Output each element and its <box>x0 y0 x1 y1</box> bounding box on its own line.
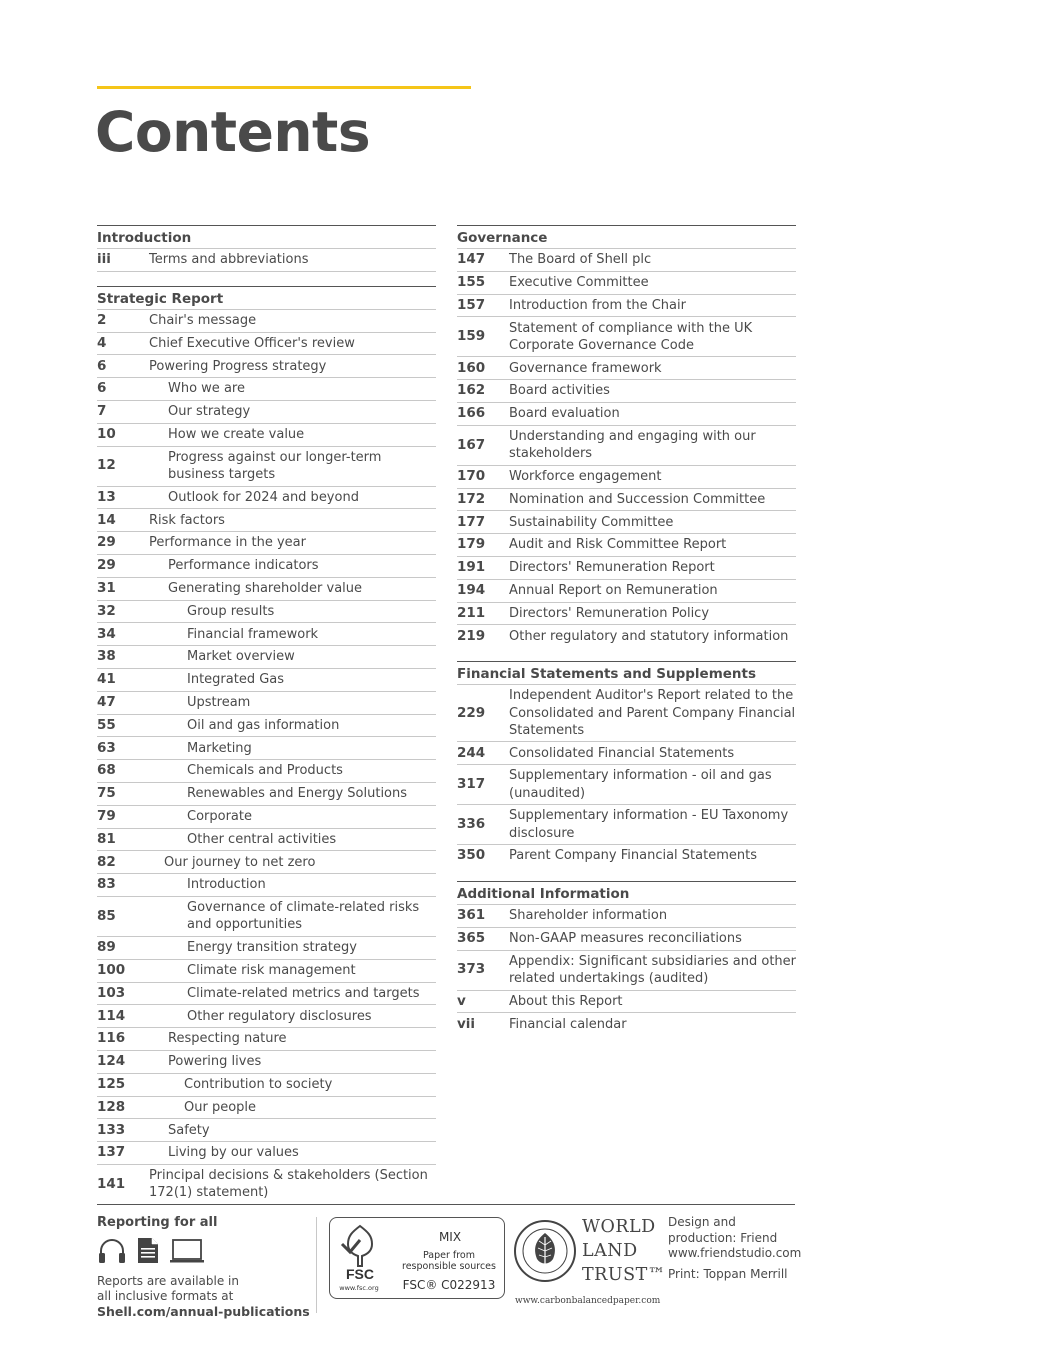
page-number: 85 <box>97 907 116 924</box>
entry-label: Other central activities <box>187 831 337 847</box>
page-number: 128 <box>97 1098 126 1115</box>
fsc-code: FSC® C022913 <box>402 1278 496 1292</box>
contents-entry[interactable] <box>457 357 796 380</box>
contents-entry[interactable] <box>97 249 436 272</box>
entry-label: Consolidated Financial Statements <box>509 745 735 761</box>
entry-label: Supplementary information - oil and gas (unaudited) <box>509 768 772 801</box>
entry-label: Workforce engagement <box>509 469 662 485</box>
contents-entry[interactable] <box>97 532 436 555</box>
entry-label: Market overview <box>187 649 295 665</box>
page-number: 29 <box>97 557 116 574</box>
entry-label: Chair's message <box>149 313 257 329</box>
page-number: 170 <box>457 468 486 485</box>
entry-label: Understanding and engaging with our stakeholders <box>509 429 756 462</box>
page-number: 81 <box>97 830 116 847</box>
entry-label: Corporate <box>187 809 252 825</box>
contents-entry[interactable] <box>97 355 436 378</box>
page-number: 89 <box>97 939 116 956</box>
contents-entry[interactable] <box>457 742 796 765</box>
contents-entry[interactable] <box>97 1051 436 1074</box>
page-number: v <box>457 992 466 1009</box>
page-number: 31 <box>97 580 116 597</box>
page-number: 157 <box>457 296 486 313</box>
reporting-for-all <box>97 1215 312 1319</box>
contents-entry[interactable] <box>97 646 436 669</box>
page-number: 167 <box>457 436 486 453</box>
laptop-icon <box>169 1238 205 1268</box>
entry-label: Our journey to net zero <box>164 854 316 870</box>
entry-label: Outlook for 2024 and beyond <box>168 489 359 505</box>
page-number: 41 <box>97 671 116 688</box>
contents-entry[interactable] <box>97 692 436 715</box>
contents-entry[interactable] <box>97 424 436 447</box>
page-number: 194 <box>457 582 486 599</box>
page-number: 13 <box>97 488 116 505</box>
page-number: 38 <box>97 648 116 665</box>
entry-label: Other regulatory and statutory information <box>509 628 789 644</box>
page-number: 177 <box>457 513 486 530</box>
page-number: 82 <box>97 853 116 870</box>
entry-label: Governance of climate-related risks and opportunities <box>187 900 420 933</box>
section-title: Introduction <box>97 226 436 249</box>
page-number: 162 <box>457 382 486 399</box>
production-credits: Design and production: Friend www.friendstudio.com Print: Toppan Merrill <box>668 1215 802 1281</box>
contents-entry[interactable] <box>97 806 436 829</box>
page-number: 63 <box>97 739 116 756</box>
contents-entry[interactable] <box>457 805 796 845</box>
carbon-balanced-seal-icon <box>513 1219 577 1287</box>
entry-label: Chief Executive Officer's review <box>149 335 355 351</box>
page-number: 114 <box>97 1007 126 1024</box>
reporting-title: Reporting for all <box>97 1215 218 1230</box>
entry-label: Safety <box>168 1122 210 1138</box>
entry-label: Principal decisions & stakeholders (Section 172(1) statement) <box>149 1168 428 1201</box>
entry-label: Climate risk management <box>187 963 356 979</box>
page-number: 34 <box>97 625 116 642</box>
page-number: 6 <box>97 357 107 374</box>
page-number: 55 <box>97 716 116 733</box>
entry-label: Appendix: Significant subsidiaries and other related undertakings (audited) <box>509 953 797 987</box>
fsc-description: Paper from responsible sources <box>402 1250 496 1272</box>
contents-entry[interactable] <box>97 669 436 692</box>
world-land-trust-logo <box>513 1215 666 1315</box>
contents-entry[interactable] <box>97 378 436 401</box>
section-title: Governance <box>457 226 796 249</box>
entry-label: Governance framework <box>509 360 662 376</box>
entry-label: Annual Report on Remuneration <box>509 583 718 599</box>
fsc-logo-text: FSC <box>346 1266 374 1282</box>
contents-entry[interactable] <box>97 983 436 1006</box>
page-number: 350 <box>457 847 486 864</box>
entry-label: Energy transition strategy <box>187 940 357 956</box>
fsc-url: www.fsc.org <box>339 1284 379 1292</box>
entry-label: Chemicals and Products <box>187 763 343 779</box>
entry-label: Financial framework <box>187 626 319 642</box>
page-number: 211 <box>457 604 486 621</box>
page-number: 365 <box>457 930 486 947</box>
entry-label: Directors' Remuneration Report <box>509 560 715 576</box>
page-number: 219 <box>457 627 486 644</box>
format-icons <box>97 1240 312 1268</box>
world-land-trust-text: WORLD LAND TRUST™ <box>582 1217 666 1285</box>
contents-entry[interactable] <box>97 829 436 852</box>
page-number: 14 <box>97 511 116 528</box>
page-number: 6 <box>97 380 107 397</box>
contents-entry[interactable] <box>457 272 796 295</box>
contents-entry[interactable] <box>457 511 796 534</box>
page-number: iii <box>97 251 111 268</box>
entry-label: Non-GAAP measures reconciliations <box>509 931 742 947</box>
page-number: 159 <box>457 328 486 345</box>
entry-label: Other regulatory disclosures <box>187 1008 372 1024</box>
page-title: Contents <box>95 100 371 164</box>
page-number: 100 <box>97 962 126 979</box>
entry-label: Board evaluation <box>509 406 620 422</box>
contents-entry[interactable] <box>97 960 436 983</box>
page-number: 29 <box>97 534 116 551</box>
entry-label: About this Report <box>509 993 623 1009</box>
contents-entry[interactable] <box>457 466 796 489</box>
contents-entry[interactable] <box>97 874 436 897</box>
page-number: 10 <box>97 426 116 443</box>
entry-label: Group results <box>187 603 275 619</box>
contents-entry[interactable] <box>457 845 796 867</box>
contents-entry[interactable] <box>97 1074 436 1097</box>
contents-section <box>457 881 796 1035</box>
contents-entry[interactable] <box>457 557 796 580</box>
entry-label: Renewables and Energy Solutions <box>187 786 408 802</box>
page-number: 68 <box>97 762 116 779</box>
contents-entry[interactable] <box>457 403 796 426</box>
entry-label: How we create value <box>168 427 305 443</box>
page-number: 2 <box>97 312 107 329</box>
contents-entry[interactable] <box>97 401 436 424</box>
entry-label: Executive Committee <box>509 275 649 291</box>
entry-label: Oil and gas information <box>187 717 340 733</box>
page-number: 160 <box>457 359 486 376</box>
contents-entry[interactable] <box>97 851 436 874</box>
page-number: 4 <box>97 334 107 351</box>
title-accent-line <box>97 86 471 89</box>
contents-entry[interactable] <box>457 317 796 357</box>
footer-divider <box>316 1217 317 1313</box>
entry-label: Shareholder information <box>509 908 668 924</box>
entry-label: Sustainability Committee <box>509 514 674 530</box>
page-number: vii <box>457 1015 476 1032</box>
entry-label: Introduction from the Chair <box>509 297 686 313</box>
contents-entry[interactable] <box>97 447 436 487</box>
section-title: Strategic Report <box>97 287 436 310</box>
contents-entry[interactable] <box>457 928 796 951</box>
entry-label: Our people <box>184 1099 257 1115</box>
section-title: Financial Statements and Supplements <box>457 662 796 685</box>
fsc-mix-label <box>329 1217 505 1299</box>
contents-entry[interactable] <box>457 951 796 991</box>
page-number: 12 <box>97 457 116 474</box>
page-number: 179 <box>457 536 486 553</box>
page-number: 103 <box>97 984 126 1001</box>
carbon-balanced-url: www.carbonbalancedpaper.com <box>515 1296 661 1306</box>
entry-label: Contribution to society <box>184 1077 333 1092</box>
reporting-text: Reports are available in all inclusive formats at <box>97 1274 239 1303</box>
contents-entry[interactable] <box>97 623 436 646</box>
entry-label: The Board of Shell plc <box>509 252 652 268</box>
contents-entry[interactable] <box>457 380 796 403</box>
entry-label: Terms and abbreviations <box>149 252 309 268</box>
document-icon <box>137 1237 159 1268</box>
contents-entry[interactable] <box>97 333 436 356</box>
page-number: 124 <box>97 1053 126 1070</box>
page-number: 166 <box>457 405 486 422</box>
contents-entry[interactable] <box>457 625 796 647</box>
contents-entry[interactable] <box>97 1142 436 1165</box>
contents-entry[interactable] <box>97 509 436 532</box>
page-number: 7 <box>97 403 107 420</box>
page-number: 229 <box>457 704 486 721</box>
page-number: 336 <box>457 816 486 833</box>
entry-label: Powering lives <box>168 1054 262 1070</box>
contents-entry[interactable] <box>97 715 436 738</box>
contents-entry[interactable] <box>97 601 436 624</box>
contents-entry[interactable] <box>97 897 436 937</box>
contents-entry[interactable] <box>457 580 796 603</box>
page-number: 79 <box>97 808 116 825</box>
entry-label: Powering Progress strategy <box>149 358 327 374</box>
page-number: 191 <box>457 559 486 576</box>
annual-publications-link[interactable]: Shell.com/annual-publications <box>97 1304 310 1319</box>
contents-entry[interactable] <box>97 937 436 960</box>
contents-entry[interactable] <box>97 1165 436 1204</box>
page-number: 361 <box>457 907 486 924</box>
contents-entry[interactable] <box>97 310 436 333</box>
contents-entry[interactable] <box>97 1097 436 1120</box>
contents-section <box>97 225 436 272</box>
contents-entry[interactable] <box>457 534 796 557</box>
entry-label: Board activities <box>509 383 610 399</box>
entry-label: Performance in the year <box>149 535 306 551</box>
footer <box>97 1204 802 1325</box>
entry-label: Financial calendar <box>509 1016 627 1032</box>
page-number: 83 <box>97 876 116 893</box>
entry-label: Introduction <box>187 877 266 893</box>
entry-label: Marketing <box>187 740 252 756</box>
entry-label: Our strategy <box>168 404 251 420</box>
entry-label: Generating shareholder value <box>168 581 363 597</box>
entry-label: Audit and Risk Committee Report <box>509 537 727 553</box>
contents-section <box>457 225 796 647</box>
page-number: 244 <box>457 744 486 761</box>
fsc-mix: MIX <box>438 1230 462 1244</box>
contents-entry[interactable] <box>457 426 796 466</box>
entry-label: Progress against our longer-term business targets <box>168 449 382 483</box>
entry-label: Parent Company Financial Statements <box>509 848 757 864</box>
contents-entry[interactable] <box>457 489 796 512</box>
contents-entry[interactable] <box>97 578 436 601</box>
contents-entry[interactable] <box>457 905 796 928</box>
fsc-tree-icon <box>336 1222 384 1288</box>
page-number: 47 <box>97 694 116 711</box>
entry-label: Upstream <box>187 695 251 711</box>
contents-entry[interactable] <box>457 603 796 626</box>
contents-entry[interactable] <box>457 765 796 805</box>
contents-entry[interactable] <box>457 1013 796 1035</box>
entry-label: Living by our values <box>168 1145 299 1161</box>
contents-entry[interactable] <box>97 1028 436 1051</box>
page-number: 32 <box>97 602 116 619</box>
contents-left-column <box>97 225 436 1218</box>
page-number: 133 <box>97 1121 126 1138</box>
contents-right-column <box>457 225 796 1049</box>
contents-entry[interactable] <box>457 991 796 1014</box>
contents-entry[interactable] <box>97 487 436 510</box>
page-number: 155 <box>457 274 486 291</box>
entry-label: Respecting nature <box>168 1031 287 1047</box>
entry-label: Performance indicators <box>168 558 319 574</box>
entry-label: Risk factors <box>149 512 225 528</box>
contents-entry[interactable] <box>97 783 436 806</box>
page-number: 137 <box>97 1144 126 1161</box>
entry-label: Independent Auditor's Report related to the Consolidated and Parent Company Financial Statements <box>509 688 796 738</box>
contents-entry[interactable] <box>457 685 796 742</box>
page-number: 125 <box>97 1076 126 1092</box>
entry-label: Climate-related metrics and targets <box>187 985 420 1001</box>
contents-section <box>97 286 436 1204</box>
page-number: 147 <box>457 251 486 268</box>
contents-entry[interactable] <box>97 1119 436 1142</box>
contents-entry[interactable] <box>457 295 796 318</box>
contents-entry[interactable] <box>97 760 436 783</box>
entry-label: Directors' Remuneration Policy <box>509 605 710 621</box>
contents-section <box>457 661 796 867</box>
entry-label: Statement of compliance with the UK Corporate Governance Code <box>509 320 753 353</box>
contents-entry[interactable] <box>97 1005 436 1028</box>
contents-entry[interactable] <box>97 737 436 760</box>
entry-label: Supplementary information - EU Taxonomy disclosure <box>509 808 789 841</box>
page-number: 141 <box>97 1175 126 1192</box>
page-number: 172 <box>457 490 486 507</box>
headphones-icon <box>97 1238 127 1268</box>
page-number: 317 <box>457 776 486 793</box>
page-number: 75 <box>97 785 116 802</box>
page-number: 373 <box>457 961 486 978</box>
entry-label: Integrated Gas <box>187 672 285 688</box>
entry-label: Nomination and Succession Committee <box>509 491 766 507</box>
contents-entry[interactable] <box>457 249 796 272</box>
entry-label: Who we are <box>168 381 245 397</box>
section-title: Additional Information <box>457 882 796 905</box>
page-number: 116 <box>97 1030 126 1047</box>
contents-entry[interactable] <box>97 555 436 578</box>
